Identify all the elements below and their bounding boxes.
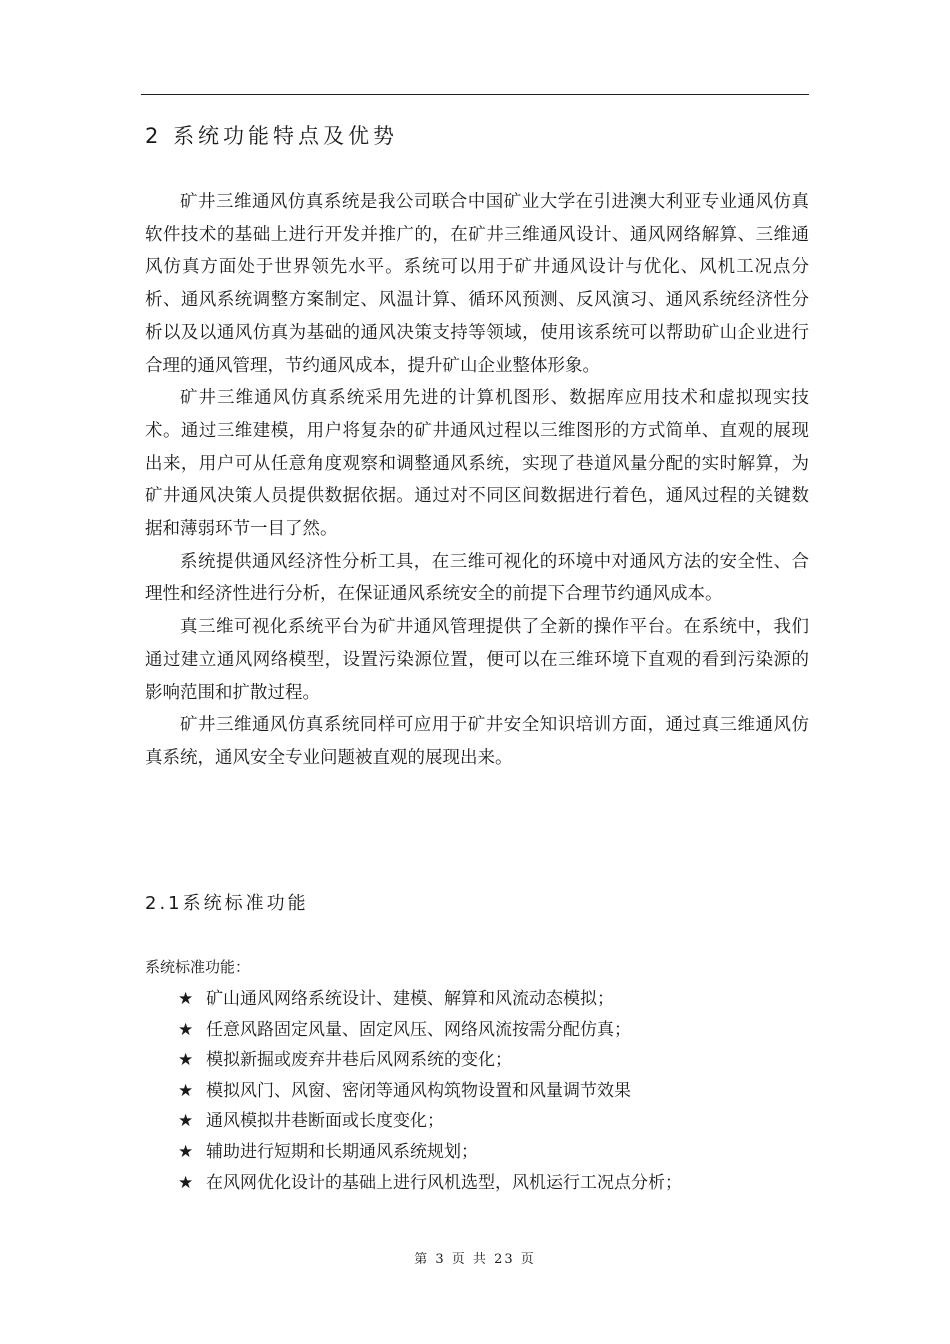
page-footer [0,1248,950,1267]
page-total: 23 [494,1252,515,1267]
list-item [178,1168,682,1199]
star-bullet-icon: ★ [178,1141,194,1162]
list-item-text: 通风模拟井巷断面或长度变化； [206,1111,444,1132]
section-heading [145,120,398,150]
subsection-heading [145,889,309,915]
paragraph: 矿井三维通风仿真系统采用先进的计算机图形、数据库应用技术和虚拟现实技术。通过三维建模，用户将复杂的矿井通风过程以三维图形的方式简单、直观的展现出来，用户可从任意角度观察和调整通风系统，实现了巷道风量分配的实时解算，为矿井通风决策人员提供数据依据。通过对不同区间数据进行着色，通风过程的关键数据和薄弱环节一目了然。 [145,388,809,540]
star-bullet-icon: ★ [178,1080,194,1101]
footer-suffix: 页 [520,1252,536,1267]
list-item [178,984,682,1015]
body-text [145,186,809,775]
star-bullet-icon: ★ [178,1050,194,1071]
list-item [178,1015,682,1046]
paragraph: 系统提供通风经济性分析工具，在三维可视化的环境中对通风方法的安全性、合理性和经济性进行分析，在保证通风系统安全的前提下合理节约通风成本。 [145,551,809,605]
list-item-text: 模拟新掘或废弃井巷后风网系统的变化； [206,1050,512,1071]
feature-list [178,984,682,1198]
paragraph: 矿井三维通风仿真系统是我公司联合中国矿业大学在引进澳大利亚专业通风仿真软件技术的基础上进行开发并推广的，在矿井三维通风设计、通风网络解算、三维通风仿真方面处于世界领先水平。系统可以用于矿井通风设计与优化、风机工况点分析、通风系统调整方案制定、风温计算、循环风预测、反风演习、通风系统经济性分析以及以通风仿真为基础的通风决策支持等领域，使用该系统可以帮助矿山企业进行合理的通风管理，节约通风成本，提升矿山企业整体形象。 [145,192,809,376]
star-bullet-icon: ★ [178,1111,194,1132]
footer-prefix: 第 [414,1252,430,1267]
list-item [178,1076,682,1107]
star-bullet-icon: ★ [178,1172,194,1193]
list-item [178,1106,682,1137]
section-title: 系统功能特点及优势 [173,124,399,148]
list-item-text: 辅助进行短期和长期通风系统规划； [206,1141,478,1162]
list-item [178,1137,682,1168]
list-item-text: 在风网优化设计的基础上进行风机选型，风机运行工况点分析； [206,1172,682,1193]
list-intro: 系统标准功能： [145,958,251,976]
subsection-title: 系统标准功能 [182,893,309,914]
footer-middle: 页 共 [451,1252,488,1267]
list-item-text: 模拟风门、风窗、密闭等通风构筑物设置和风量调节效果 [206,1080,631,1101]
list-item-text: 矿山通风网络系统设计、建模、解算和风流动态模拟； [206,989,614,1009]
list-item-text: 任意风路固定风量、固定风压、网络风流按需分配仿真； [206,1019,631,1040]
page-number: 3 [435,1252,446,1267]
star-bullet-icon: ★ [178,1019,194,1040]
subsection-number: 2.1 [145,893,183,914]
header-rule [141,94,809,95]
list-item [178,1045,682,1076]
paragraph: 矿井三维通风仿真系统同样可应用于矿井安全知识培训方面，通过真三维通风仿真系统，通风安全专业问题被直观的展现出来。 [145,715,809,768]
paragraph: 真三维可视化系统平台为矿井通风管理提供了全新的操作平台。在系统中，我们通过建立通风网络模型，设置污染源位置，便可以在三维环境下直观的看到污染源的影响范围和扩散过程。 [145,617,809,703]
section-number: 2 [145,124,163,148]
star-bullet-icon: ★ [178,989,194,1009]
